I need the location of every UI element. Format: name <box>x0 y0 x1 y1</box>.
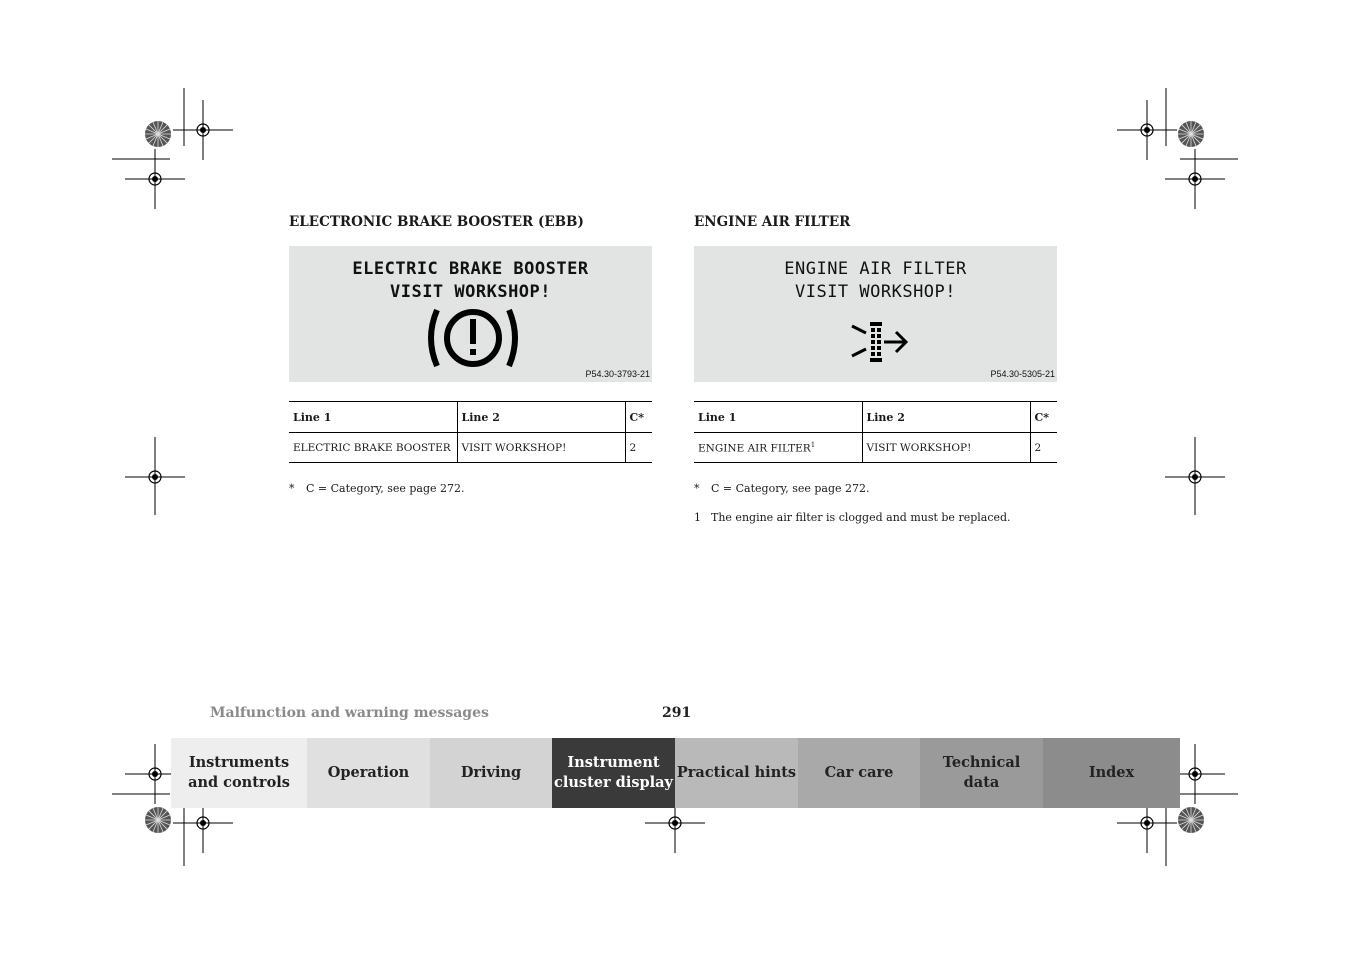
table-cell: 2 <box>625 433 652 463</box>
tab-label: cluster display <box>554 774 673 791</box>
table-cell: ELECTRIC BRAKE BOOSTER <box>289 433 457 463</box>
display-line2: VISIT WORKSHOP! <box>389 282 552 302</box>
display-image-ebb <box>289 246 652 382</box>
footnote-text: C = Category, see page 272. <box>711 482 870 495</box>
tab-label: Car care <box>824 764 894 781</box>
table-cell: 2 <box>1030 433 1057 463</box>
nav-tab-instruments-controls[interactable] <box>171 738 307 808</box>
tab-label: Technical <box>942 754 1021 771</box>
message-table-air-filter <box>694 401 1057 463</box>
footnote-mark: * <box>694 482 700 495</box>
section-heading-air-filter: ENGINE AIR FILTER <box>694 214 851 230</box>
table-cell: VISIT WORKSHOP! <box>862 433 1030 463</box>
footnote-ref: 1 <box>810 440 816 449</box>
air-filter-icon <box>850 320 910 364</box>
display-image-air-filter <box>694 246 1057 382</box>
nav-tab-practical-hints[interactable] <box>675 738 798 808</box>
footnote-text: The engine air filter is clogged and must be replaced. <box>711 511 1011 524</box>
chapter-title: Malfunction and warning messages <box>210 705 489 721</box>
nav-tab-technical-data[interactable] <box>920 738 1043 808</box>
table-row <box>289 433 652 463</box>
display-line1: ELECTRIC BRAKE BOOSTER <box>352 259 589 279</box>
table-header: Line 1 <box>289 402 457 433</box>
message-table-ebb <box>289 401 652 463</box>
footnote-mark: * <box>289 482 295 495</box>
footnote-air-filter <box>694 511 1011 524</box>
page-number: 291 <box>662 705 692 721</box>
table-header: Line 2 <box>457 402 625 433</box>
nav-tab-index[interactable] <box>1043 738 1180 808</box>
table-header: C* <box>625 402 652 433</box>
tab-label: Index <box>1088 764 1135 781</box>
footnote-mark: 1 <box>694 511 701 524</box>
display-line1: ENGINE AIR FILTER <box>784 259 967 279</box>
image-reference: P54.30-3793-21 <box>585 369 650 379</box>
tab-label: Operation <box>327 764 410 781</box>
tab-label: Practical hints <box>676 764 797 781</box>
table-cell <box>694 433 862 463</box>
table-header: C* <box>1030 402 1057 433</box>
tab-label: and controls <box>188 774 290 791</box>
section-heading-ebb: ELECTRONIC BRAKE BOOSTER (EBB) <box>289 214 584 230</box>
footnote-category <box>694 482 870 495</box>
nav-tab-operation[interactable] <box>307 738 430 808</box>
tab-label: data <box>963 774 1000 791</box>
nav-tab-instrument-cluster-display[interactable] <box>552 738 675 808</box>
footnote-text: C = Category, see page 272. <box>306 482 465 495</box>
cell-text: ENGINE AIR FILTER <box>698 442 811 455</box>
table-cell: VISIT WORKSHOP! <box>457 433 625 463</box>
tab-label: Instruments <box>188 754 290 771</box>
table-header: Line 2 <box>862 402 1030 433</box>
table-row <box>694 433 1057 463</box>
display-line2: VISIT WORKSHOP! <box>794 282 957 302</box>
footnote-category <box>289 482 465 495</box>
nav-tab-driving[interactable] <box>430 738 552 808</box>
tab-label: Instrument <box>567 754 660 771</box>
brake-warning-icon <box>423 304 523 372</box>
nav-tab-car-care[interactable] <box>798 738 920 808</box>
tab-label: Driving <box>460 764 522 781</box>
image-reference: P54.30-5305-21 <box>990 369 1055 379</box>
table-header: Line 1 <box>694 402 862 433</box>
